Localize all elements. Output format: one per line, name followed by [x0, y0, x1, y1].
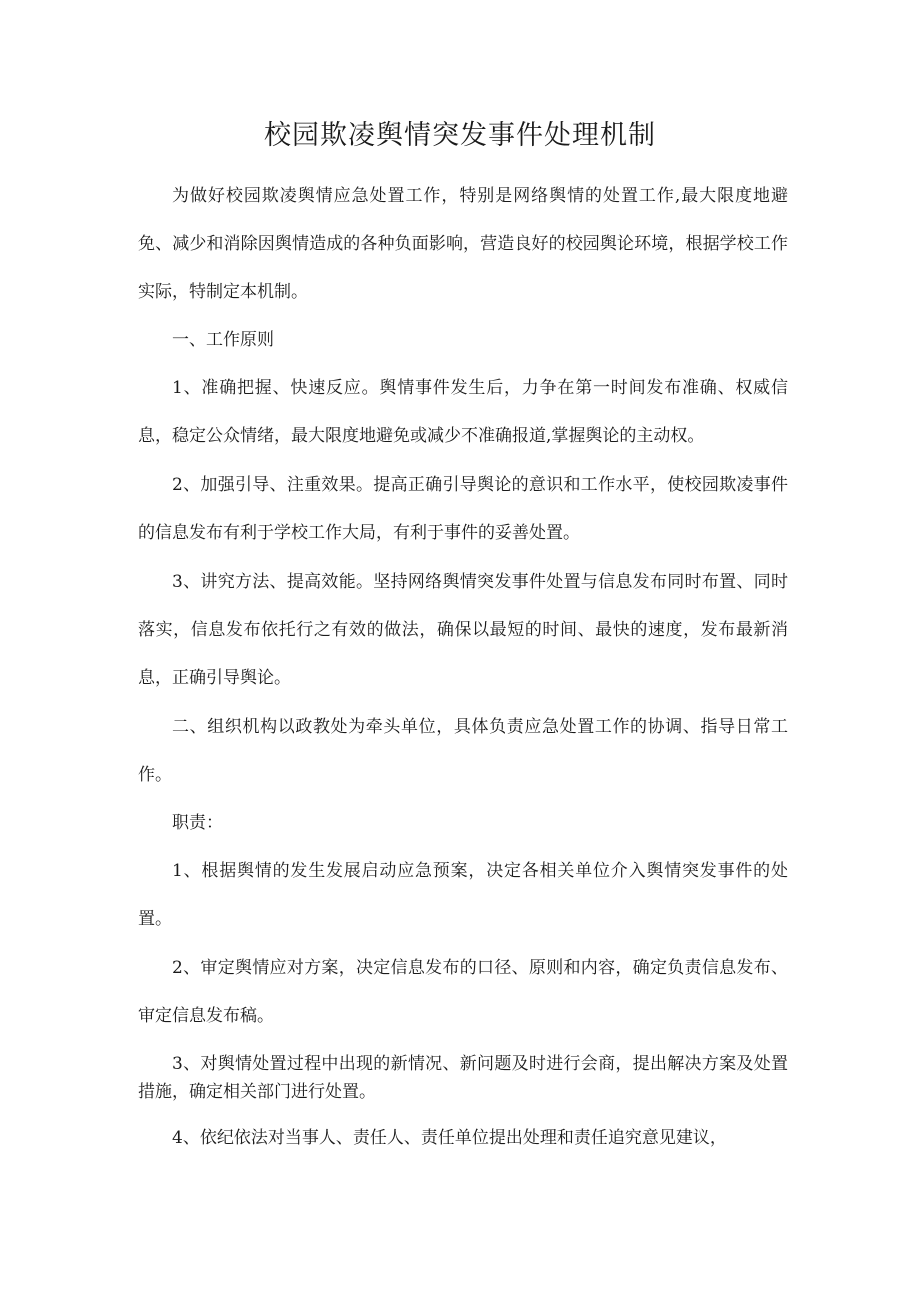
- heading-work-principles: 一、工作原则: [172, 330, 274, 350]
- duty-2: 2、审定舆情应对方案，决定信息发布的口径、原则和内容，确定负责信息发布、审定信息发布稿。: [138, 958, 788, 1026]
- duty-1: 1、根据舆情的发生发展启动应急预案，决定各相关单位介入舆情突发事件的处置。: [138, 861, 788, 929]
- duty-3: 3、对舆情处置过程中出现的新情况、新问题及时进行会商，提出解决方案及处置措施，确定相关部门进行处置。: [138, 1054, 788, 1102]
- principle-2: 2、加强引导、注重效果。提高正确引导舆论的意识和工作水平，使校园欺凌事件的信息发布有利于学校工作大局，有利于事件的妥善处置。: [138, 475, 788, 543]
- document-title: 校园欺凌舆情突发事件处理机制: [264, 120, 656, 151]
- principle-3: 3、讲究方法、提高效能。坚持网络舆情突发事件处置与信息发布同时布置、同时落实，信息发布依托行之有效的做法，确保以最短的时间、最快的速度，发布最新消息，正确引导舆论。: [138, 572, 788, 688]
- paragraph-intro: 为做好校园欺凌舆情应急处置工作，特别是网络舆情的处置工作,最大限度地避免、减少和消除因舆情造成的各种负面影响，营造良好的校园舆论环境，根据学校工作实际，特制定本机制。: [138, 186, 788, 302]
- heading-duties: 职责：: [172, 813, 223, 833]
- duty-4: 4、依纪依法对当事人、责任人、责任单位提出处理和责任追究意见建议，: [172, 1128, 727, 1148]
- heading-organization: 二、组织机构以政教处为牵头单位，具体负责应急处置工作的协调、指导日常工作。: [138, 717, 788, 785]
- principle-1: 1、准确把握、快速反应。舆情事件发生后，力争在第一时间发布准确、权威信息，稳定公众情绪，最大限度地避免或减少不准确报道,掌握舆论的主动权。: [138, 378, 788, 446]
